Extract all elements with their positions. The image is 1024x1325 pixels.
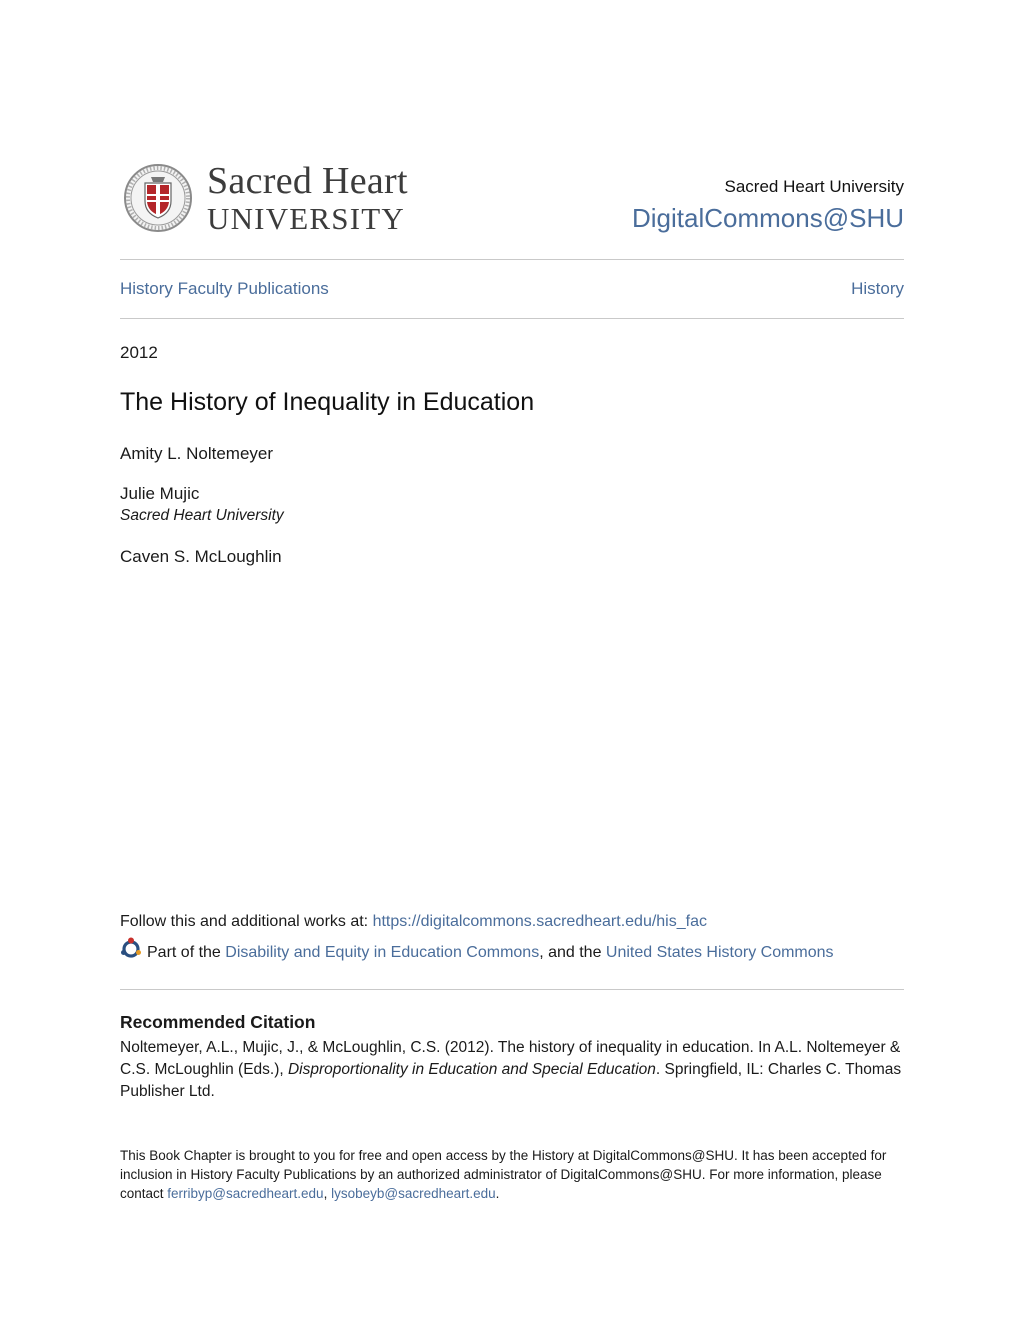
- partof-middle: , and the: [539, 944, 606, 961]
- network-icon: [120, 937, 142, 959]
- cover-page: [120, 0, 904, 1325]
- contact-email-link[interactable]: ferribyp@sacredheart.edu: [167, 1186, 324, 1201]
- document-title: The History of Inequality in Education: [120, 388, 535, 416]
- citation-part1: Noltemeyer, A.L., Mujic, J., & McLoughlin, C.S. (2012). The history of inequality in education. In A.L. Noltemeyer & C.S. McLoughlin (Eds.),: [120, 1039, 901, 1078]
- divider-citation: [120, 989, 904, 990]
- commons-link-disability-equity[interactable]: Disability and Equity in Education Commons: [225, 944, 540, 961]
- university-seal-icon: [123, 163, 193, 233]
- commons-link-us-history[interactable]: United States History Commons: [605, 944, 834, 961]
- follow-line: [120, 913, 707, 931]
- notice-text: This Book Chapter is brought to you for free and open access by the History at DigitalCommons@SHU. It has been accepted for inclusion in History Faculty Publications by an authorized administrator of DigitalCommons@SHU. For more information, please contact: [120, 1148, 887, 1201]
- collection-link[interactable]: History Faculty Publications: [120, 279, 329, 298]
- repository-link[interactable]: DigitalCommons@SHU: [631, 203, 904, 233]
- department-link[interactable]: History: [851, 279, 904, 298]
- logo-line1: Sacred Heart: [207, 160, 408, 202]
- divider-breadcrumb: [120, 318, 904, 319]
- university-logo[interactable]: [123, 162, 408, 234]
- author-name: Amity L. Noltemeyer: [120, 444, 274, 463]
- citation-book-title: Disproportionality in Education and Special Education: [287, 1061, 656, 1078]
- partof-prefix: Part of the: [147, 944, 226, 961]
- header: [120, 160, 904, 240]
- part-of-line: [120, 942, 834, 964]
- follow-url-link[interactable]: https://digitalcommons.sacredheart.edu/his_fac: [372, 913, 707, 930]
- author-name: Caven S. McLoughlin: [120, 547, 282, 566]
- institution-name: Sacred Heart University: [724, 177, 904, 196]
- logo-line2: UNIVERSITY: [207, 201, 405, 236]
- citation-text: [120, 1037, 904, 1103]
- breadcrumb: [120, 279, 904, 299]
- email-separator: ,: [323, 1186, 332, 1201]
- publication-year: 2012: [120, 343, 158, 362]
- logo-wordmark: [207, 162, 408, 234]
- access-notice: [120, 1146, 904, 1203]
- header-right: [632, 177, 904, 234]
- citation-part2: . Springfield, IL: Charles C. Thomas Publisher Ltd.: [120, 1061, 902, 1100]
- divider-top: [120, 259, 904, 260]
- citation-heading: Recommended Citation: [120, 1012, 316, 1032]
- follow-label: Follow this and additional works at:: [120, 913, 373, 930]
- author-affiliation: Sacred Heart University: [120, 507, 284, 524]
- contact-email-link[interactable]: lysobeyb@sacredheart.edu: [331, 1186, 496, 1201]
- notice-end: .: [495, 1186, 500, 1201]
- author-name: Julie Mujic: [120, 484, 200, 503]
